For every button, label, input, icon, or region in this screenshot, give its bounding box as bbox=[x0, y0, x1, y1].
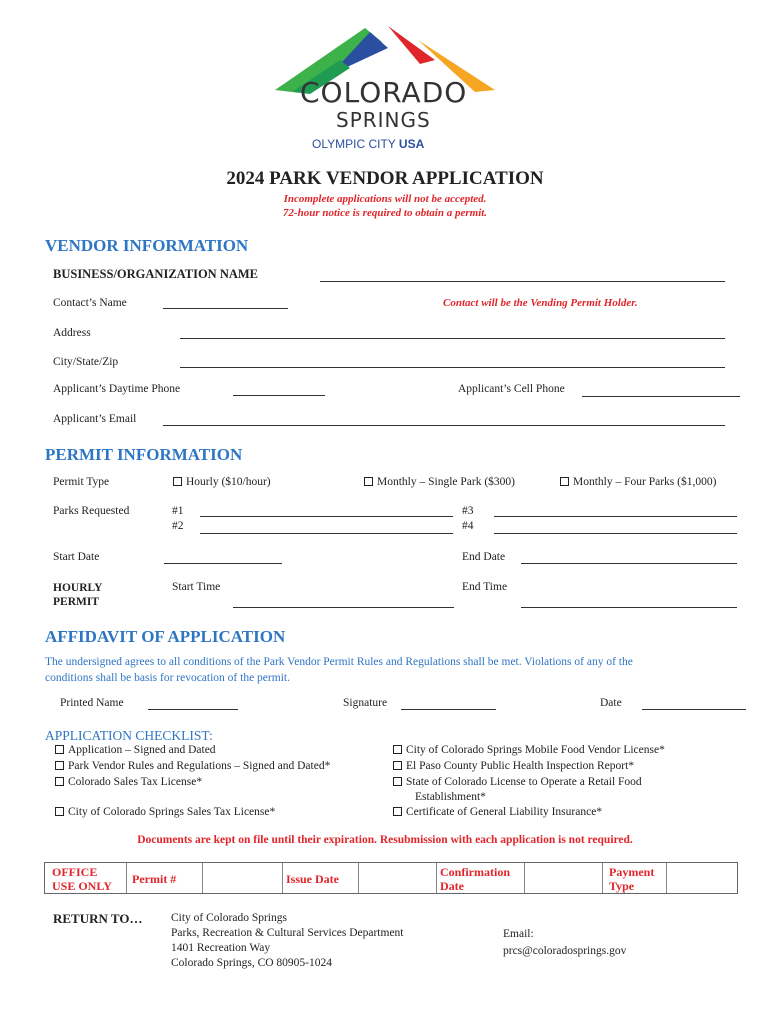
park-2-label: #2 bbox=[172, 520, 184, 532]
permit-word: PERMIT bbox=[53, 596, 99, 608]
end-time-label: End Time bbox=[462, 581, 508, 593]
email-field[interactable] bbox=[163, 412, 725, 426]
checklist-right-1[interactable] bbox=[393, 744, 665, 756]
checklist-right-2[interactable] bbox=[393, 760, 634, 772]
printed-name-label: Printed Name bbox=[60, 697, 124, 709]
start-date-field[interactable] bbox=[164, 550, 282, 564]
permit-heading: PERMIT INFORMATION bbox=[45, 445, 243, 464]
park-3-field[interactable] bbox=[494, 503, 737, 517]
checklist-left-4[interactable] bbox=[55, 806, 275, 818]
checklist-text: State of Colorado License to Operate a Retail Food bbox=[406, 776, 642, 788]
parks-label: Parks Requested bbox=[53, 505, 130, 517]
city-logo bbox=[270, 20, 500, 155]
hourly-checkbox[interactable] bbox=[173, 477, 182, 486]
park-4-field[interactable] bbox=[494, 520, 737, 534]
cell-phone-field[interactable] bbox=[582, 383, 740, 397]
checklist-text: Colorado Sales Tax License* bbox=[68, 776, 203, 788]
checklist-text: Park Vendor Rules and Regulations – Signed and Dated* bbox=[68, 760, 331, 772]
logo-tag-a: OLYMPIC CITY bbox=[312, 137, 396, 151]
park-1-label: #1 bbox=[172, 505, 184, 517]
office-word: OFFICE bbox=[52, 865, 98, 879]
checklist-right-3b: Establishment* bbox=[415, 791, 486, 803]
issue-date-label-cell bbox=[283, 863, 359, 893]
permit-number-label-cell bbox=[127, 863, 203, 893]
address-line-1: City of Colorado Springs bbox=[171, 912, 287, 924]
office-use-cell bbox=[45, 863, 127, 893]
check-food-vendor[interactable] bbox=[393, 745, 402, 754]
confirmation-label-cell bbox=[437, 863, 525, 893]
vendor-heading: VENDOR INFORMATION bbox=[45, 236, 249, 255]
end-date-label: End Date bbox=[462, 551, 506, 563]
end-date-field[interactable] bbox=[521, 550, 737, 564]
checklist-right-3[interactable] bbox=[393, 776, 642, 788]
permit-type-label: Permit Type bbox=[53, 476, 110, 488]
payment-word: Payment bbox=[609, 865, 655, 879]
notice-72-hour: 72-hour notice is required to obtain a permit. bbox=[282, 207, 488, 219]
address-line-3: 1401 Recreation Way bbox=[171, 942, 271, 954]
email-label: Applicant’s Email bbox=[53, 413, 137, 425]
cell-phone-label: Applicant’s Cell Phone bbox=[458, 383, 565, 395]
address-line-4: Colorado Springs, CO 80905-1024 bbox=[171, 957, 332, 969]
address-field[interactable] bbox=[180, 325, 725, 339]
checklist-right-4[interactable] bbox=[393, 806, 602, 818]
checklist-text: Application – Signed and Dated bbox=[68, 744, 216, 756]
payment-field[interactable] bbox=[667, 863, 737, 893]
issue-date-label: Issue Date bbox=[286, 872, 339, 886]
check-retail-food[interactable] bbox=[393, 777, 402, 786]
email-label-return: Email: bbox=[503, 928, 534, 940]
logo-colorado: COLORADO bbox=[300, 76, 468, 109]
affidavit-text-1: The undersigned agrees to all conditions of the Park Vendor Permit Rules and Regulations shall be met. Violations of any of the bbox=[45, 656, 633, 668]
office-use-table bbox=[44, 862, 738, 894]
return-to-label: RETURN TO… bbox=[53, 911, 143, 926]
documents-note: Documents are kept on file until their expiration. Resubmission with each application is not required. bbox=[137, 834, 633, 846]
city-label: City/State/Zip bbox=[53, 356, 119, 368]
return-address bbox=[171, 911, 404, 971]
city-field[interactable] bbox=[180, 354, 725, 368]
check-insurance[interactable] bbox=[393, 807, 402, 816]
option-single-park[interactable] bbox=[364, 476, 515, 488]
signature-label: Signature bbox=[343, 697, 388, 709]
checklist-text: Certificate of General Liability Insurance* bbox=[406, 806, 603, 818]
office-use-label bbox=[52, 865, 112, 893]
permit-number-label: Permit # bbox=[132, 872, 177, 886]
day-phone-label: Applicant’s Daytime Phone bbox=[53, 383, 181, 395]
four-parks-checkbox[interactable] bbox=[560, 477, 569, 486]
start-time-field[interactable] bbox=[233, 594, 454, 608]
check-rules[interactable] bbox=[55, 761, 64, 770]
email-address[interactable]: prcs@coloradosprings.gov bbox=[503, 945, 627, 957]
printed-name-field[interactable] bbox=[148, 696, 238, 710]
park-3-label: #3 bbox=[462, 505, 474, 517]
park-2-field[interactable] bbox=[200, 520, 453, 534]
business-field[interactable] bbox=[320, 268, 725, 282]
contact-note: Contact will be the Vending Permit Holder. bbox=[443, 297, 638, 309]
checklist-heading: APPLICATION CHECKLIST: bbox=[45, 728, 213, 743]
single-park-checkbox[interactable] bbox=[364, 477, 373, 486]
page-title: 2024 PARK VENDOR APPLICATION bbox=[226, 168, 544, 189]
return-email bbox=[503, 926, 626, 960]
contact-field[interactable] bbox=[163, 295, 288, 309]
signature-field[interactable] bbox=[401, 696, 496, 710]
hourly-label: Hourly ($10/hour) bbox=[186, 476, 271, 488]
checklist-left-1[interactable] bbox=[55, 744, 216, 756]
logo-tagline bbox=[312, 137, 424, 151]
business-label: BUSINESS/ORGANIZATION NAME bbox=[53, 267, 259, 281]
contact-label: Contact’s Name bbox=[53, 297, 127, 309]
payment-label-cell bbox=[603, 863, 667, 893]
checklist-left-2[interactable] bbox=[55, 760, 330, 772]
option-four-parks[interactable] bbox=[560, 476, 716, 488]
option-hourly[interactable] bbox=[173, 476, 271, 488]
four-parks-label: Monthly – Four Parks ($1,000) bbox=[573, 476, 717, 488]
day-phone-field[interactable] bbox=[233, 382, 325, 396]
use-only-word: USE ONLY bbox=[52, 879, 112, 893]
single-park-label: Monthly – Single Park ($300) bbox=[377, 476, 515, 488]
logo-springs: SPRINGS bbox=[336, 108, 431, 132]
date-label: Date bbox=[600, 697, 622, 709]
date-word: Date bbox=[440, 879, 464, 893]
payment-label bbox=[609, 865, 654, 893]
park-1-field[interactable] bbox=[200, 503, 453, 517]
check-city-tax[interactable] bbox=[55, 807, 64, 816]
start-time-label: Start Time bbox=[172, 581, 221, 593]
check-state-tax[interactable] bbox=[55, 777, 64, 786]
checklist-left-3[interactable] bbox=[55, 776, 202, 788]
confirmation-word: Confirmation bbox=[440, 865, 510, 879]
hourly-word: HOURLY bbox=[53, 582, 103, 594]
checklist-text: City of Colorado Springs Sales Tax License* bbox=[68, 806, 276, 818]
check-health[interactable] bbox=[393, 761, 402, 770]
permit-number-field[interactable] bbox=[203, 863, 283, 893]
affidavit-heading: AFFIDAVIT OF APPLICATION bbox=[45, 627, 286, 646]
end-time-field[interactable] bbox=[521, 594, 737, 608]
affidavit-text-2: conditions shall be basis for revocation of the permit. bbox=[45, 672, 290, 684]
hourly-permit-label bbox=[53, 581, 102, 609]
notice-incomplete: Incomplete applications will not be accepted. bbox=[283, 193, 487, 205]
logo-tag-b: USA bbox=[398, 137, 425, 151]
address-line-2: Parks, Recreation & Cultural Services Department bbox=[171, 927, 404, 939]
checklist-text: City of Colorado Springs Mobile Food Vendor License* bbox=[406, 744, 665, 756]
park-4-label: #4 bbox=[462, 520, 474, 532]
start-date-label: Start Date bbox=[53, 551, 100, 563]
checklist-text: El Paso County Public Health Inspection Report* bbox=[406, 760, 635, 772]
address-label: Address bbox=[53, 327, 91, 339]
issue-date-field[interactable] bbox=[359, 863, 437, 893]
confirmation-label bbox=[440, 865, 510, 893]
type-word: Type bbox=[609, 879, 635, 893]
confirmation-field[interactable] bbox=[525, 863, 603, 893]
date-field[interactable] bbox=[642, 696, 746, 710]
check-application[interactable] bbox=[55, 745, 64, 754]
